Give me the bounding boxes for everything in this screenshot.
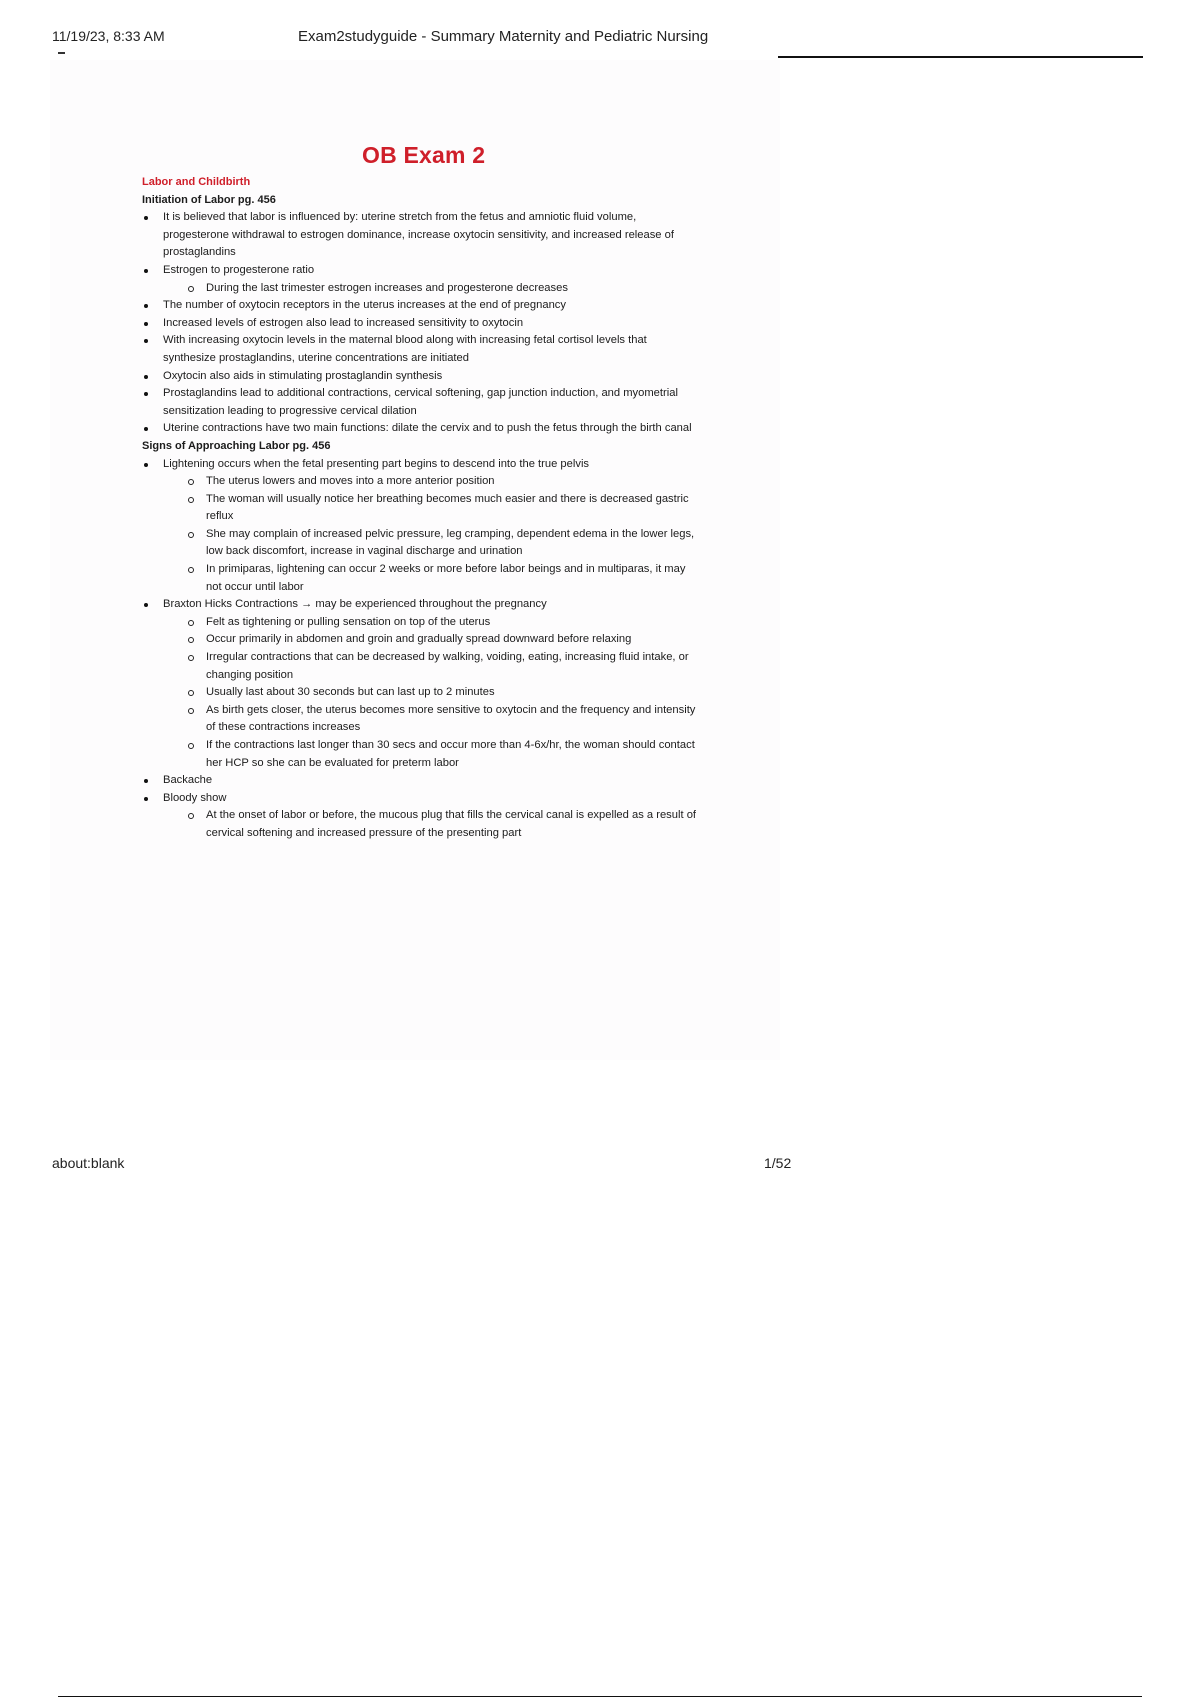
list-item: With increasing oxytocin levels in the maternal blood along with increasing fetal cortisol levels that synthesize prostaglandins, uterine concentrations are initiated [142,332,702,367]
list-item: The number of oxytocin receptors in the uterus increases at the end of pregnancy [142,297,702,315]
list-item [142,790,702,843]
document-title: OB Exam 2 [362,142,486,168]
sub-list-item: Occur primarily in abdomen and groin and gradually spread downward before relaxing [185,631,702,649]
footer-page-number: 1/52 [764,1155,792,1171]
section-title: Labor and Childbirth [142,176,251,188]
sub-list-item: During the last trimester estrogen increases and progesterone decreases [185,280,702,298]
header-dash [58,52,65,54]
sub-list-item: Felt as tightening or pulling sensation on top of the uterus [185,614,702,632]
list-item-text: Braxton Hicks Contractions → may be experienced throughout the pregnancy [163,598,547,611]
header-datetime: 11/19/23, 8:33 AM [52,28,165,44]
document-content [142,144,702,843]
list-item-text: Bloody show [163,791,227,804]
footer-url: about:blank [52,1155,125,1171]
list-item: Increased levels of estrogen also lead to increased sensitivity to oxytocin [142,315,702,333]
initiation-list [142,209,702,438]
list-item: Backache [142,772,702,790]
list-item-text: Estrogen to progesterone ratio [163,263,315,276]
list-item [142,596,702,772]
list-item: Oxytocin also aids in stimulating prostaglandin synthesis [142,368,702,386]
signs-heading: Signs of Approaching Labor pg. 456 [142,439,331,452]
header-title: Exam2studyguide - Summary Maternity and Pediatric Nursing [298,28,709,45]
list-item: Prostaglandins lead to additional contractions, cervical softening, gap junction induction, and myometrial sensitization leading to progressive cervical dilation [142,385,702,420]
sub-list-item: At the onset of labor or before, the mucous plug that fills the cervical canal is expelled as a result of cervical softening and increased pressure of the presenting part [185,807,702,842]
sub-list-item: She may complain of increased pelvic pressure, leg cramping, dependent edema in the lower legs, low back discomfort, increase in vaginal discharge and urination [185,526,702,561]
sub-list [185,280,702,298]
list-item: It is believed that labor is influenced by: uterine stretch from the fetus and amniotic fluid volume, progesterone withdrawal to estrogen dominance, increase oxytocin sensitivity, and increased release of prostaglandins [142,209,702,262]
initiation-heading: Initiation of Labor pg. 456 [142,193,276,206]
signs-list [142,456,702,843]
bottom-rule [58,1696,1142,1697]
sub-list [185,473,702,596]
sub-list-item: The woman will usually notice her breathing becomes much easier and there is decreased gastric reflux [185,491,702,526]
list-item: Uterine contractions have two main functions: dilate the cervix and to push the fetus through the birth canal [142,420,702,438]
sub-list [185,807,702,842]
sub-list-item: As birth gets closer, the uterus becomes more sensitive to oxytocin and the frequency and intensity of these contractions increases [185,702,702,737]
sub-list-item: The uterus lowers and moves into a more anterior position [185,473,702,491]
list-item-text: Lightening occurs when the fetal presenting part begins to descend into the true pelvis [163,457,590,470]
sub-list-item: Usually last about 30 seconds but can last up to 2 minutes [185,684,702,702]
sub-list-item: If the contractions last longer than 30 secs and occur more than 4-6x/hr, the woman should contact her HCP so she can be evaluated for preterm labor [185,737,702,772]
header-rule [778,56,1143,58]
list-item [142,456,702,597]
sub-list-item: Irregular contractions that can be decreased by walking, voiding, eating, increasing fluid intake, or changing position [185,649,702,684]
sub-list-item: In primiparas, lightening can occur 2 weeks or more before labor beings and in multiparas, it may not occur until labor [185,561,702,596]
sub-list [185,614,702,772]
list-item [142,262,702,297]
